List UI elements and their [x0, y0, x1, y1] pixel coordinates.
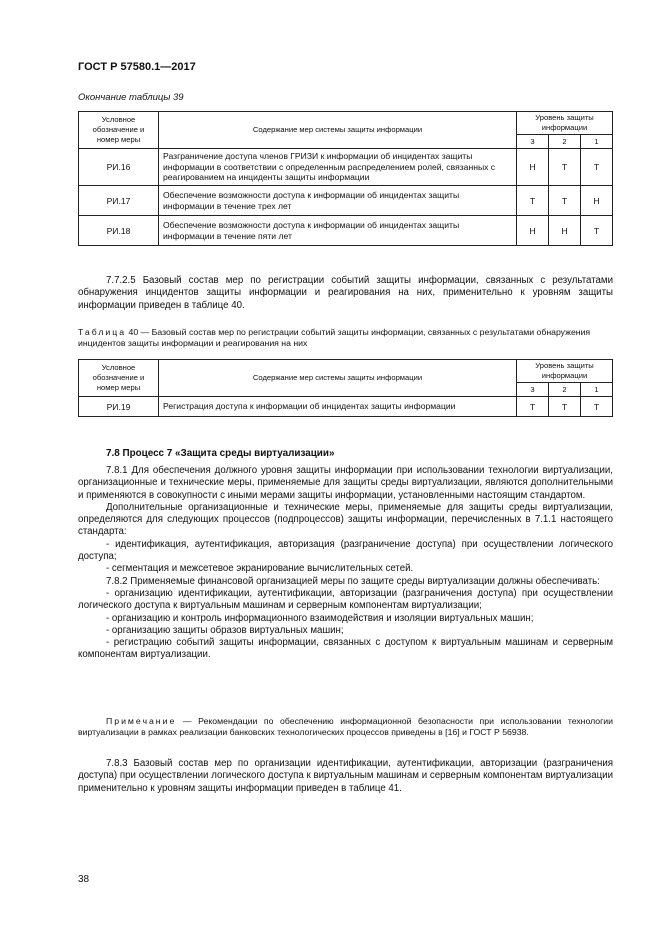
level-2-header: 2 — [549, 383, 581, 397]
level-3-value: Н — [517, 216, 549, 246]
note — [78, 716, 613, 738]
level-1-value: Т — [581, 397, 613, 417]
measure-text: Разграничение доступа членов ГРИЗИ к информации об инцидентах защиты информации в соответствии с определенным распределением ролей, связанных с реагированием на инциденты защиты информации — [159, 149, 517, 186]
table39-continuation-caption: Окончание таблицы 39 — [78, 92, 184, 103]
measure-text: Регистрация доступа к информации об инцидентах защиты информации — [159, 397, 517, 417]
list-item: - организацию защиты образов виртуальных машин; — [106, 624, 344, 636]
paragraph-783-block — [78, 758, 613, 795]
table-row — [79, 186, 613, 216]
table-39 — [78, 111, 613, 246]
level-2-value: Т — [549, 149, 581, 186]
paragraph-782: 7.8.2 Применяемые финансовой организацией меры по защите среды виртуализации должны обеспечивать: — [106, 575, 600, 587]
paragraph-text: 7.7.2.5 Базовый состав мер по регистрации событий защиты информации, связанных с результатами обнаружения инцидентов защиты информации и реагирования на них, применительно к уровням защиты информации приведен в таблице 40. — [78, 275, 613, 311]
section-78-body — [78, 465, 613, 662]
paragraph-additional-measures: Дополнительные организационные и технические меры, применяемые для защиты среды виртуализации, определяются для следующих процессов (подпроцессов) защиты информации, перечисленных в 7.1.1 настоящего стандарта: — [78, 501, 613, 538]
level-1-header: 1 — [581, 383, 613, 397]
level-2-value: Т — [549, 186, 581, 216]
col-content-header: Содержание мер системы защиты информации — [159, 360, 517, 397]
measure-code: РИ.16 — [79, 149, 159, 186]
level-2-value: Т — [549, 397, 581, 417]
list-item: - идентификация, аутентификация, авторизация (разграничение доступа) при осуществлении логического доступа; — [78, 538, 613, 563]
table-row — [79, 397, 613, 417]
col-content-header: Содержание мер системы защиты информации — [159, 112, 517, 149]
page-number: 38 — [78, 874, 90, 885]
level-3-header: 3 — [517, 135, 549, 149]
table-row — [79, 149, 613, 186]
section-heading: 7.8 Процесс 7 «Защита среды виртуализации» — [106, 448, 335, 459]
level-3-header: 3 — [517, 383, 549, 397]
table40-caption — [78, 327, 613, 349]
paragraph-783: 7.8.3 Базовый состав мер по организации идентификации, аутентификации, авторизации (разграничения доступа) при осуществлении логического доступа к виртуальным машинам и серверным компонентам виртуализации применительно к уровням защиты информации приведен в таблице 41. — [78, 758, 613, 794]
measure-text: Обеспечение возможности доступа к информации об инцидентах защиты информации в течение пяти лет — [159, 216, 517, 246]
measure-code: РИ.19 — [79, 397, 159, 417]
level-1-value: Т — [581, 216, 613, 246]
level-3-value: Н — [517, 149, 549, 186]
standard-header: ГОСТ Р 57580.1—2017 — [78, 61, 196, 73]
list-item: - регистрацию событий защиты информации, связанных с доступом к виртуальным машинам и серверным компонентам виртуализации. — [78, 637, 613, 661]
list-item: - организацию и контроль информационного взаимодействия и изоляции виртуальных машин; — [106, 612, 534, 624]
level-2-value: Н — [549, 216, 581, 246]
paragraph-781: 7.8.1 Для обеспечения должного уровня защиты информации при использовании технологии виртуализации, организационные и технические меры, применяемые для защиты среды виртуализации, являются дополнительными и применяются в совокупности с иными мерами защиты информации, установленными настоящим стандартом. — [78, 465, 613, 501]
table-row — [79, 216, 613, 246]
table-caption-text: 40 — Базовый состав мер по регистрации событий защиты информации, связанных с результатами обнаружения инцидентов защиты информации и реагирования на них — [78, 327, 591, 348]
table-40 — [78, 359, 613, 417]
measure-code: РИ.18 — [79, 216, 159, 246]
measure-text: Обеспечение возможности доступа к информации об инцидентах защиты информации в течение трех лет — [159, 186, 517, 216]
level-1-header: 1 — [581, 135, 613, 149]
note-label: Примечание — [106, 716, 177, 726]
level-1-value: Т — [581, 149, 613, 186]
level-3-value: Т — [517, 186, 549, 216]
list-item: - сегментация и межсетевое экранирование вычислительных сетей. — [106, 563, 414, 575]
col-code-header: Условное обозначение и номер меры — [79, 360, 159, 397]
table-label: Таблица — [78, 327, 127, 337]
list-item: - организацию идентификации, аутентификации, авторизации (разграничения доступа) при осуществлении логического доступа к виртуальным машинам и серверным компонентам виртуализации; — [78, 587, 613, 612]
level-1-value: Н — [581, 186, 613, 216]
note-text: — Рекомендации по обеспечению информационной безопасности при использовании технологии виртуализации в рамках реализации банковских технологических процессов приведены в [16] и ГОСТ Р 56938. — [78, 716, 613, 737]
col-level-header: Уровень защиты информации — [517, 360, 613, 383]
measure-code: РИ.17 — [79, 186, 159, 216]
level-2-header: 2 — [549, 135, 581, 149]
level-3-value: Т — [517, 397, 549, 417]
col-level-header: Уровень защиты информации — [517, 112, 613, 135]
col-code-header: Условное обозначение и номер меры — [79, 112, 159, 149]
paragraph-7725 — [78, 275, 613, 312]
